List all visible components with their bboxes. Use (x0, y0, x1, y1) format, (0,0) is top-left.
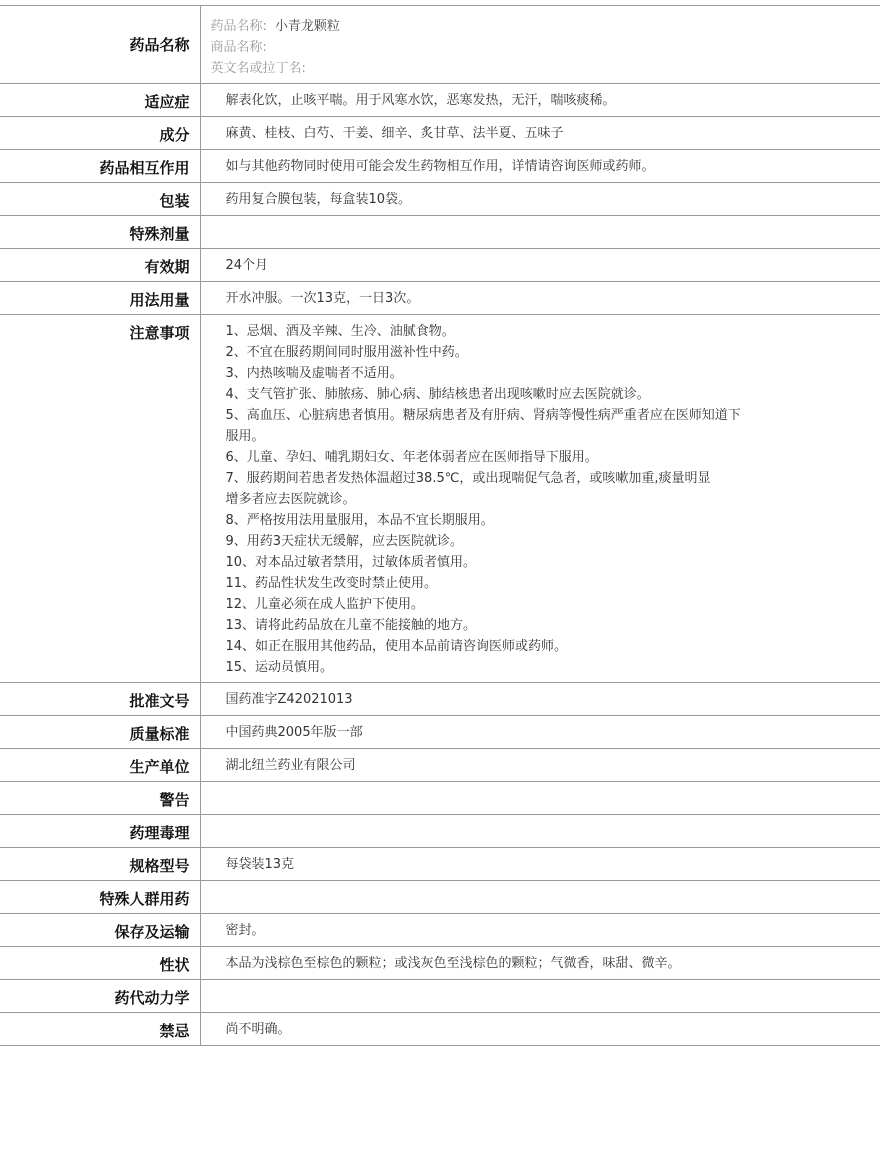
warning-value (200, 782, 880, 815)
precaution-line: 9、用药3天症状无缓解，应去医院就诊。 (225, 534, 464, 549)
precaution-line: 5、高血压、心脏病患者慎用。糖尿病患者及有肝病、肾病等慢性病严重者应在医师知道下 (225, 408, 741, 423)
special-groups-value (200, 881, 880, 914)
pharmacokinetics-label: 药代动力学 (0, 980, 200, 1013)
special-dosage-label: 特殊剂量 (0, 216, 200, 249)
description-label: 性状 (0, 947, 200, 980)
drug-name-details (200, 6, 880, 84)
shelf-life-label: 有效期 (0, 249, 200, 282)
toxicology-value (200, 815, 880, 848)
standard-value: 中国药典2005年版一部 (200, 716, 880, 749)
special-dosage-value (200, 216, 880, 249)
manufacturer-value: 湖北纽兰药业有限公司 (200, 749, 880, 782)
generic-name-value: 小青龙颗粒 (274, 19, 340, 34)
drug-name-label: 药品名称 (0, 6, 200, 84)
ingredients-label: 成分 (0, 117, 200, 150)
packaging-value: 药用复合膜包装，每盒装10袋。 (200, 183, 880, 216)
row-contraindications (0, 1013, 880, 1046)
indications-label: 适应症 (0, 84, 200, 117)
interactions-label: 药品相互作用 (0, 150, 200, 183)
row-interactions (0, 150, 880, 183)
precaution-line: 服用。 (225, 429, 265, 444)
row-storage (0, 914, 880, 947)
precautions-label: 注意事项 (0, 315, 200, 683)
precaution-line: 11、药品性状发生改变时禁止使用。 (225, 576, 438, 591)
precaution-line: 7、服药期间若患者发热体温超过38.5℃，或出现喘促气急者，或咳嗽加重,痰量明显 (225, 471, 711, 486)
trade-name-label: 商品名称: (210, 40, 267, 55)
row-special-groups (0, 881, 880, 914)
row-approval (0, 683, 880, 716)
pharmacokinetics-value (200, 980, 880, 1013)
usage-value: 开水冲服。一次13克，一日3次。 (200, 282, 880, 315)
toxicology-label: 药理毒理 (0, 815, 200, 848)
interactions-value: 如与其他药物同时使用可能会发生药物相互作用，详情请咨询医师或药师。 (200, 150, 880, 183)
specification-value: 每袋装13克 (200, 848, 880, 881)
precaution-line: 13、请将此药品放在儿童不能接触的地方。 (225, 618, 477, 633)
row-manufacturer (0, 749, 880, 782)
row-pharmacokinetics (0, 980, 880, 1013)
precaution-line: 8、严格按用法用量服用，本品不宜长期服用。 (225, 513, 494, 528)
precaution-line: 3、内热咳喘及虚喘者不适用。 (225, 366, 403, 381)
row-specification (0, 848, 880, 881)
row-usage (0, 282, 880, 315)
usage-label: 用法用量 (0, 282, 200, 315)
generic-name-label: 药品名称: (210, 19, 267, 34)
row-packaging (0, 183, 880, 216)
precaution-line: 增多者应去医院就诊。 (225, 492, 356, 507)
packaging-label: 包装 (0, 183, 200, 216)
description-value: 本品为浅棕色至棕色的颗粒；或浅灰色至浅棕色的颗粒；气微香，味甜、微辛。 (200, 947, 880, 980)
precaution-line: 2、不宜在服药期间同时服用滋补性中药。 (225, 345, 468, 360)
row-ingredients (0, 117, 880, 150)
specification-label: 规格型号 (0, 848, 200, 881)
storage-label: 保存及运输 (0, 914, 200, 947)
row-toxicology (0, 815, 880, 848)
precaution-line: 15、运动员慎用。 (225, 660, 334, 675)
manufacturer-label: 生产单位 (0, 749, 200, 782)
precautions-list (200, 315, 880, 683)
special-groups-label: 特殊人群用药 (0, 881, 200, 914)
contraindications-label: 禁忌 (0, 1013, 200, 1046)
precaution-line: 6、儿童、孕妇、哺乳期妇女、年老体弱者应在医师指导下服用。 (225, 450, 598, 465)
precaution-line: 12、儿童必须在成人监护下使用。 (225, 597, 425, 612)
precaution-line: 10、对本品过敏者禁用，过敏体质者慎用。 (225, 555, 477, 570)
indications-value: 解表化饮，止咳平喘。用于风寒水饮，恶寒发热，无汗，喘咳痰稀。 (200, 84, 880, 117)
row-precautions (0, 315, 880, 683)
row-drug-name (0, 6, 880, 84)
ingredients-value: 麻黄、桂枝、白芍、干姜、细辛、炙甘草、法半夏、五味子 (200, 117, 880, 150)
drug-info-table (0, 5, 880, 1046)
contraindications-value: 尚不明确。 (200, 1013, 880, 1046)
row-shelf-life (0, 249, 880, 282)
precaution-line: 14、如正在服用其他药品，使用本品前请咨询医师或药师。 (225, 639, 568, 654)
precaution-line: 4、支气管扩张、肺脓疡、肺心病、肺结核患者出现咳嗽时应去医院就诊。 (225, 387, 650, 402)
english-name-label: 英文名或拉丁名: (210, 61, 306, 76)
row-indications (0, 84, 880, 117)
precaution-line: 1、忌烟、酒及辛辣、生冷、油腻食物。 (225, 324, 455, 339)
row-standard (0, 716, 880, 749)
approval-label: 批准文号 (0, 683, 200, 716)
row-special-dosage (0, 216, 880, 249)
approval-value: 国药准字Z42021013 (200, 683, 880, 716)
shelf-life-value: 24个月 (200, 249, 880, 282)
standard-label: 质量标准 (0, 716, 200, 749)
row-warning (0, 782, 880, 815)
storage-value: 密封。 (200, 914, 880, 947)
warning-label: 警告 (0, 782, 200, 815)
row-description (0, 947, 880, 980)
